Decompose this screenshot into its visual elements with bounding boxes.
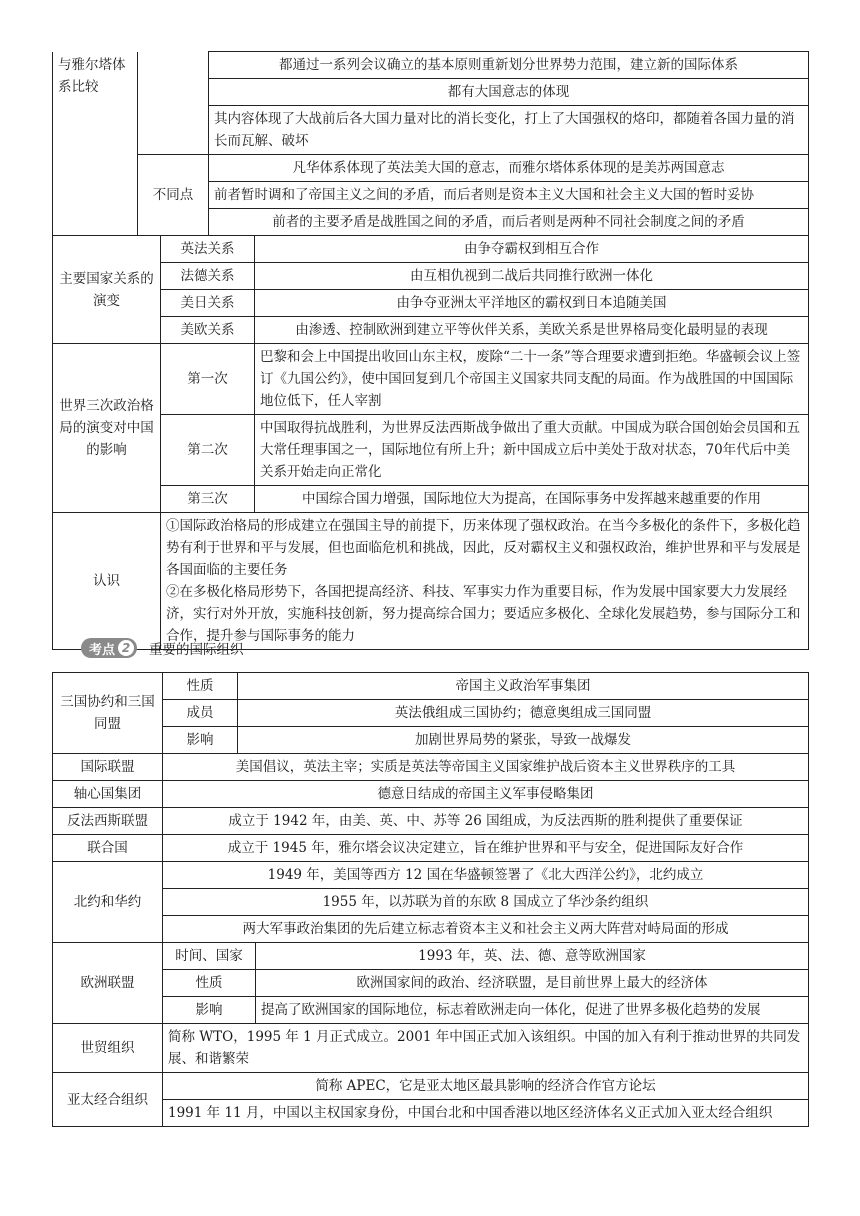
table-cell: 都有大国意志的体现 (209, 79, 809, 106)
table-row (53, 155, 809, 182)
table-cell: 加剧世界局势的紧张，导致一战爆发 (238, 727, 809, 754)
table-cell: 欧洲国家间的政治、经济联盟，是目前世界上最大的经济体 (256, 970, 809, 997)
org-name: 国际联盟 (53, 754, 163, 781)
table-row (53, 317, 809, 344)
row-label: 性质 (163, 970, 256, 997)
row-label: 美欧关系 (161, 317, 255, 344)
table-row (53, 1100, 809, 1127)
kaodian-badge (81, 638, 137, 658)
table-row (53, 52, 809, 79)
row-label: 成员 (163, 700, 238, 727)
table-cell: 由渗透、控制欧洲到建立平等伙伴关系，美欧关系是世界格局变化最明显的表现 (255, 317, 809, 344)
table-cell: 简称 WTO，1995 年 1 月正式成立。2001 年中国正式加入该组织。中国的加入有利于推动世界的共同发展、和谐繁荣 (163, 1024, 809, 1073)
table-cell: 1949 年，美国等西方 12 国在华盛顿签署了《北大西洋公约》，北约成立 (163, 862, 809, 889)
row-label: 第三次 (161, 486, 255, 513)
table-row (53, 970, 809, 997)
table-cell: 成立于 1945 年，雅尔塔会议决定建立，旨在维护世界和平与安全，促进国际友好合作 (163, 835, 809, 862)
table-cell: 中国综合国力增强，国际地位大为提高，在国际事务中发挥越来越重要的作用 (255, 486, 809, 513)
table-row (53, 754, 809, 781)
section-title: 重要的国际组织 (149, 642, 244, 658)
org-name: 三国协约和三国同盟 (53, 673, 163, 754)
row-label: 时间、国家 (163, 943, 256, 970)
table-row (53, 344, 809, 415)
table-row (53, 486, 809, 513)
table-cell: 英法俄组成三国协约；德意奥组成三国同盟 (238, 700, 809, 727)
table-row (53, 513, 809, 650)
table-cell: 由互相仇视到二战后共同推行欧洲一体化 (255, 263, 809, 290)
table-cell: 由争夺霸权到相互合作 (255, 236, 809, 263)
table-cell: 德意日结成的帝国主义军事侵略集团 (163, 781, 809, 808)
table-row (53, 808, 809, 835)
row-label: 法德关系 (161, 263, 255, 290)
table-cell: 1955 年，以苏联为首的东欧 8 国成立了华沙条约组织 (163, 889, 809, 916)
table-row (53, 997, 809, 1024)
table-row (53, 1024, 809, 1073)
table-cell: 简称 APEC，它是亚太地区最具影响的经济合作官方论坛 (163, 1073, 809, 1100)
org-name: 轴心国集团 (53, 781, 163, 808)
table-cell: 其内容体现了大战前后各大国力量对比的消长变化，打上了大国强权的烙印，都随着各国力量的消长而瓦解、破坏 (209, 106, 809, 155)
table-cell: 成立于 1942 年，由美、英、中、苏等 26 国组成，为反法西斯的胜利提供了重要保证 (163, 808, 809, 835)
table-row (53, 1073, 809, 1100)
row-label: 第二次 (161, 415, 255, 486)
row-label: 美日关系 (161, 290, 255, 317)
table-cell: 都通过一系列会议确立的基本原则重新划分世界势力范围，建立新的国际体系 (209, 52, 809, 79)
table-row (53, 415, 809, 486)
table-row (53, 263, 809, 290)
row-label: 性质 (163, 673, 238, 700)
table-cell: 前者暂时调和了帝国主义之间的矛盾，而后者则是资本主义大国和社会主义大国的暂时妥协 (209, 182, 809, 209)
table-row (53, 943, 809, 970)
diff-label: 不同点 (138, 155, 209, 236)
table-cell: 1993 年，英、法、德、意等欧洲国家 (256, 943, 809, 970)
organizations-table (52, 672, 809, 1127)
section-label: 世界三次政治格局的演变对中国的影响 (53, 344, 161, 513)
org-name: 北约和华约 (53, 862, 163, 943)
table-row (53, 862, 809, 889)
org-name: 联合国 (53, 835, 163, 862)
table-cell: 巴黎和会上中国提出收回山东主权，废除“二十一条”等合理要求遭到拒绝。华盛顿会议上签订《九国公约》，使中国回复到几个帝国主义国家共同支配的局面。作为战胜国的中国国际地位低下，任人宰割 (255, 344, 809, 415)
understanding-point-1: ①国际政治格局的形成建立在强国主导的前提下，历来体现了强权政治。在当今多极化的条件下，多极化趋势有利于世界和平与发展，但也面临危机和挑战，因此，反对霸权主义和强权政治，维护世界和平与发展是各国面临的主要任务 (166, 518, 801, 578)
org-name: 反法西斯联盟 (53, 808, 163, 835)
org-name: 欧洲联盟 (53, 943, 163, 1024)
table-row (53, 916, 809, 943)
row-label: 英法关系 (161, 236, 255, 263)
table-row (53, 781, 809, 808)
table-row (53, 236, 809, 263)
section-label: 认识 (53, 513, 161, 650)
row-label: 影响 (163, 997, 256, 1024)
table-row (53, 700, 809, 727)
table-row (53, 727, 809, 754)
table-cell: 提高了欧洲国家的国际地位，标志着欧洲走向一体化，促进了世界多极化趋势的发展 (256, 997, 809, 1024)
table-cell: 凡华体系体现了英法美大国的意志，而雅尔塔体系体现的是美苏两国意志 (209, 155, 809, 182)
understanding-point-2: ②在多极化格局形势下，各国把提高经济、科技、军事实力作为重要目标，作为发展中国家要大力发展经济，实行对外开放，实施科技创新，努力提高综合国力；要适应多极化、全球化发展趋势，参与国际分工和合作，提升参与国际事务的能力 (166, 584, 801, 644)
table-cell (161, 513, 809, 650)
table-cell: 帝国主义政治军事集团 (238, 673, 809, 700)
table-row (53, 673, 809, 700)
section-label: 主要国家关系的演变 (53, 236, 161, 344)
row-label: 影响 (163, 727, 238, 754)
org-name: 世贸组织 (53, 1024, 163, 1073)
table-cell: 由争夺亚洲太平洋地区的霸权到日本追随美国 (255, 290, 809, 317)
table-cell: 美国倡议，英法主宰；实质是英法等帝国主义国家维护战后资本主义世界秩序的工具 (163, 754, 809, 781)
table-row (53, 290, 809, 317)
comparison-table (52, 51, 809, 650)
table-cell: 两大军事政治集团的先后建立标志着资本主义和社会主义两大阵营对峙局面的形成 (163, 916, 809, 943)
section-label: 与雅尔塔体系比较 (53, 52, 138, 236)
table-row (53, 835, 809, 862)
empty-cell (138, 52, 209, 155)
badge-label: 考点 (89, 642, 116, 658)
table-cell: 1991 年 11 月，中国以主权国家身份，中国台北和中国香港以地区经济体名义正式加入亚太经合组织 (163, 1100, 809, 1127)
table-row (53, 889, 809, 916)
section-heading (81, 636, 244, 660)
table-cell: 前者的主要矛盾是战胜国之间的矛盾，而后者则是两种不同社会制度之间的矛盾 (209, 209, 809, 236)
row-label: 第一次 (161, 344, 255, 415)
badge-number: 2 (118, 640, 134, 656)
table-cell: 中国取得抗战胜利，为世界反法西斯战争做出了重大贡献。中国成为联合国创始会员国和五大常任理事国之一，国际地位有所上升；新中国成立后中美处于敌对状态，70年代后中美关系开始走向正常化 (255, 415, 809, 486)
org-name: 亚太经合组织 (53, 1073, 163, 1127)
